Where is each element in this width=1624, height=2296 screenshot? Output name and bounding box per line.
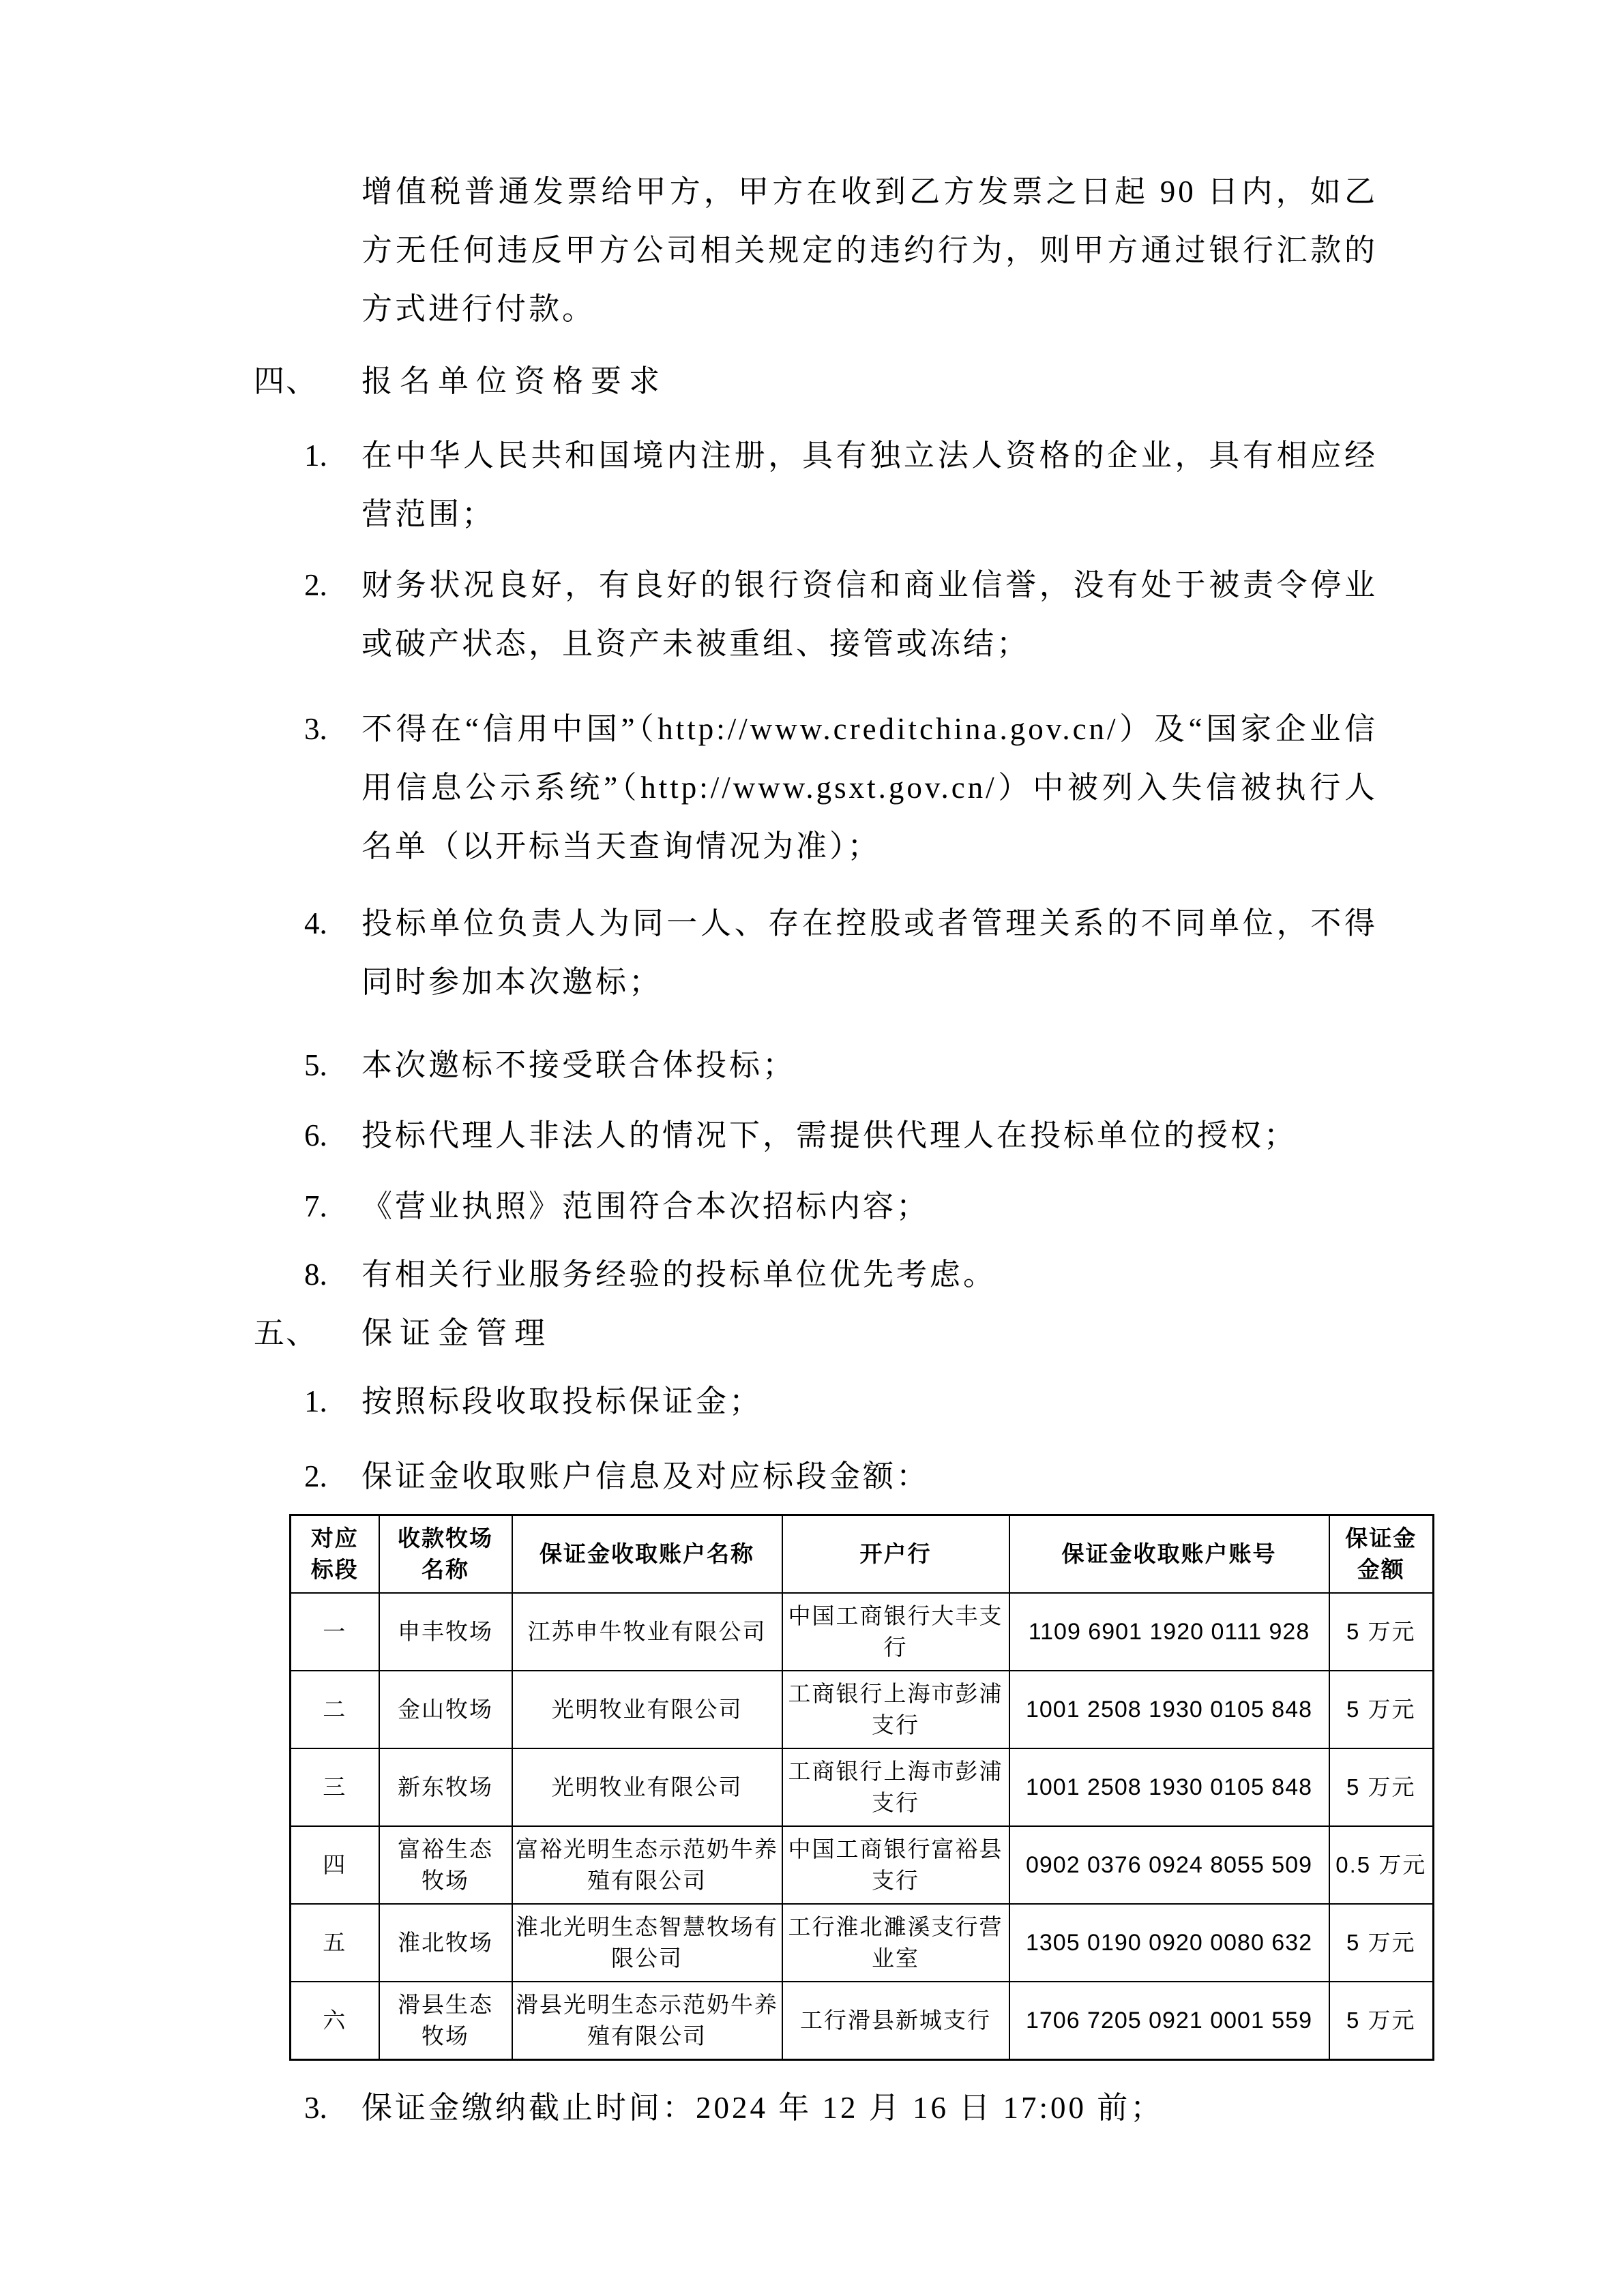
paragraph-payment-terms: 增值税普通发票给甲方，甲方在收到乙方发票之日起 90 日内，如乙方无任何违反甲方公司相关规定的违约行为，则甲方通过银行汇款的方式进行付款。 xyxy=(361,175,1378,326)
list-item-text: 保证金缴纳截止时间：2024 年 12 月 16 日 17:00 前； xyxy=(361,2091,1164,2125)
list-item-5-1 xyxy=(304,1372,1624,1431)
table-cell-account-name: 光明牧业有限公司 xyxy=(512,1671,782,1748)
table-cell-lot: 五 xyxy=(291,1904,379,1982)
table-cell-account-name: 滑县光明生态示范奶牛养殖有限公司 xyxy=(512,1982,782,2060)
section-5-marker: 五、 xyxy=(254,1316,319,1350)
table-header-row xyxy=(291,1515,1434,1594)
table-cell-lot: 六 xyxy=(291,1982,379,2060)
table-cell-amount: 5 万元 xyxy=(1329,1748,1434,1826)
table-cell-bank: 工商银行上海市彭浦支行 xyxy=(782,1671,1009,1748)
table-header-cell-amount: 保证金金额 xyxy=(1329,1515,1434,1594)
list-item-text: 本次邀标不接受联合体投标； xyxy=(361,1048,797,1082)
section-5-title: 保证金管理 xyxy=(361,1316,553,1350)
table-cell-bank: 中国工商银行富裕县支行 xyxy=(782,1826,1009,1904)
list-item-number: 4. xyxy=(304,906,327,940)
table-cell-farm: 富裕生态牧场 xyxy=(379,1826,512,1904)
list-item-number: 1. xyxy=(304,438,327,473)
list-item-text: 保证金收取账户信息及对应标段金额： xyxy=(361,1459,930,1493)
table-cell-lot: 一 xyxy=(291,1593,379,1671)
table-cell-account-number: 1305 0190 0920 0080 632 xyxy=(1009,1904,1329,1982)
list-item-5-2 xyxy=(304,1447,1624,1506)
table-row-2 xyxy=(291,1671,1434,1748)
section-4-marker: 四、 xyxy=(254,364,319,398)
table-row-4 xyxy=(291,1826,1434,1904)
table-cell-account-number: 1001 2508 1930 0105 848 xyxy=(1009,1671,1329,1748)
list-item-number: 6. xyxy=(304,1118,327,1152)
table-header-cell-farm: 收款牧场名称 xyxy=(379,1515,512,1594)
table-row-5 xyxy=(291,1904,1434,1982)
table-cell-farm: 申丰牧场 xyxy=(379,1593,512,1671)
list-item-text: 不得在“信用中国”（http://www.creditchina.gov.cn/）及“国家企业信用信息公示系统”（http://www.gsxt.gov.cn/）中被列入失信被执行人名单（以开标当天查询情况为准）； xyxy=(361,712,1378,863)
table-cell-farm: 新东牧场 xyxy=(379,1748,512,1826)
table-header-cell-account-number: 保证金收取账户账号 xyxy=(1009,1515,1329,1594)
table-cell-farm: 淮北牧场 xyxy=(379,1904,512,1982)
section-5-heading xyxy=(254,1304,1624,1362)
list-item-text: 财务状况良好，有良好的银行资信和商业信誉，没有处于被责令停业或破产状态，且资产未被重组、接管或冻结； xyxy=(361,568,1378,661)
table-row-1 xyxy=(291,1593,1434,1671)
list-item-4-5 xyxy=(304,1036,1624,1094)
list-item-5-3 xyxy=(304,2078,1624,2137)
table-cell-account-number: 0902 0376 0924 8055 509 xyxy=(1009,1826,1329,1904)
list-item-4-1 xyxy=(304,426,1624,543)
table-cell-amount: 5 万元 xyxy=(1329,1671,1434,1748)
table-cell-amount: 5 万元 xyxy=(1329,1593,1434,1671)
table-cell-account-name: 光明牧业有限公司 xyxy=(512,1748,782,1826)
list-item-number: 7. xyxy=(304,1189,327,1223)
table-cell-amount: 5 万元 xyxy=(1329,1904,1434,1982)
table-row-6 xyxy=(291,1982,1434,2060)
table-header-cell-lot: 对应标段 xyxy=(291,1515,379,1594)
list-item-text: 《营业执照》范围符合本次招标内容； xyxy=(361,1189,930,1223)
list-item-4-7 xyxy=(304,1177,1624,1236)
table-cell-farm: 金山牧场 xyxy=(379,1671,512,1748)
list-item-4-8 xyxy=(304,1245,1624,1304)
section-4-title: 报名单位资格要求 xyxy=(361,364,668,398)
table-cell-lot: 三 xyxy=(291,1748,379,1826)
list-item-number: 3. xyxy=(304,712,327,746)
table-cell-account-number: 1001 2508 1930 0105 848 xyxy=(1009,1748,1329,1826)
table-cell-farm: 滑县生态牧场 xyxy=(379,1982,512,2060)
table-cell-amount: 0.5 万元 xyxy=(1329,1826,1434,1904)
list-item-4-6 xyxy=(304,1106,1624,1165)
table-cell-bank: 工行滑县新城支行 xyxy=(782,1982,1009,2060)
list-item-number: 2. xyxy=(304,568,327,602)
list-item-number: 3. xyxy=(304,2091,327,2125)
list-item-text: 按照标段收取投标保证金； xyxy=(361,1384,763,1418)
table-header-cell-account-name: 保证金收取账户名称 xyxy=(512,1515,782,1594)
section-4-heading xyxy=(254,352,1624,411)
table-cell-lot: 二 xyxy=(291,1671,379,1748)
list-item-number: 1. xyxy=(304,1384,327,1418)
list-item-number: 2. xyxy=(304,1459,327,1493)
table-cell-amount: 5 万元 xyxy=(1329,1982,1434,2060)
list-item-text: 有相关行业服务经验的投标单位优先考虑。 xyxy=(361,1257,997,1292)
list-item-4-3 xyxy=(304,700,1624,876)
table-cell-account-name: 江苏申牛牧业有限公司 xyxy=(512,1593,782,1671)
table-cell-lot: 四 xyxy=(291,1826,379,1904)
list-item-text: 投标单位负责人为同一人、存在控股或者管理关系的不同单位，不得同时参加本次邀标； xyxy=(361,906,1378,999)
list-item-4-2 xyxy=(304,556,1624,673)
list-item-number: 5. xyxy=(304,1048,327,1082)
table-row-3 xyxy=(291,1748,1434,1826)
table-cell-account-name: 淮北光明生态智慧牧场有限公司 xyxy=(512,1904,782,1982)
table-cell-bank: 中国工商银行大丰支行 xyxy=(782,1593,1009,1671)
table-cell-account-name: 富裕光明生态示范奶牛养殖有限公司 xyxy=(512,1826,782,1904)
list-item-number: 8. xyxy=(304,1257,327,1292)
deposit-account-table xyxy=(289,1514,1434,2061)
list-item-4-4 xyxy=(304,894,1624,1011)
list-item-text: 投标代理人非法人的情况下，需提供代理人在投标单位的授权； xyxy=(361,1118,1298,1152)
table-cell-account-number: 1706 7205 0921 0001 559 xyxy=(1009,1982,1329,2060)
table-header-cell-bank: 开户行 xyxy=(782,1515,1009,1594)
table-cell-bank: 工商银行上海市彭浦支行 xyxy=(782,1748,1009,1826)
table-cell-bank: 工行淮北濉溪支行营业室 xyxy=(782,1904,1009,1982)
table-cell-account-number: 1109 6901 1920 0111 928 xyxy=(1009,1593,1329,1671)
list-item-text: 在中华人民共和国境内注册，具有独立法人资格的企业，具有相应经营范围； xyxy=(361,438,1378,531)
